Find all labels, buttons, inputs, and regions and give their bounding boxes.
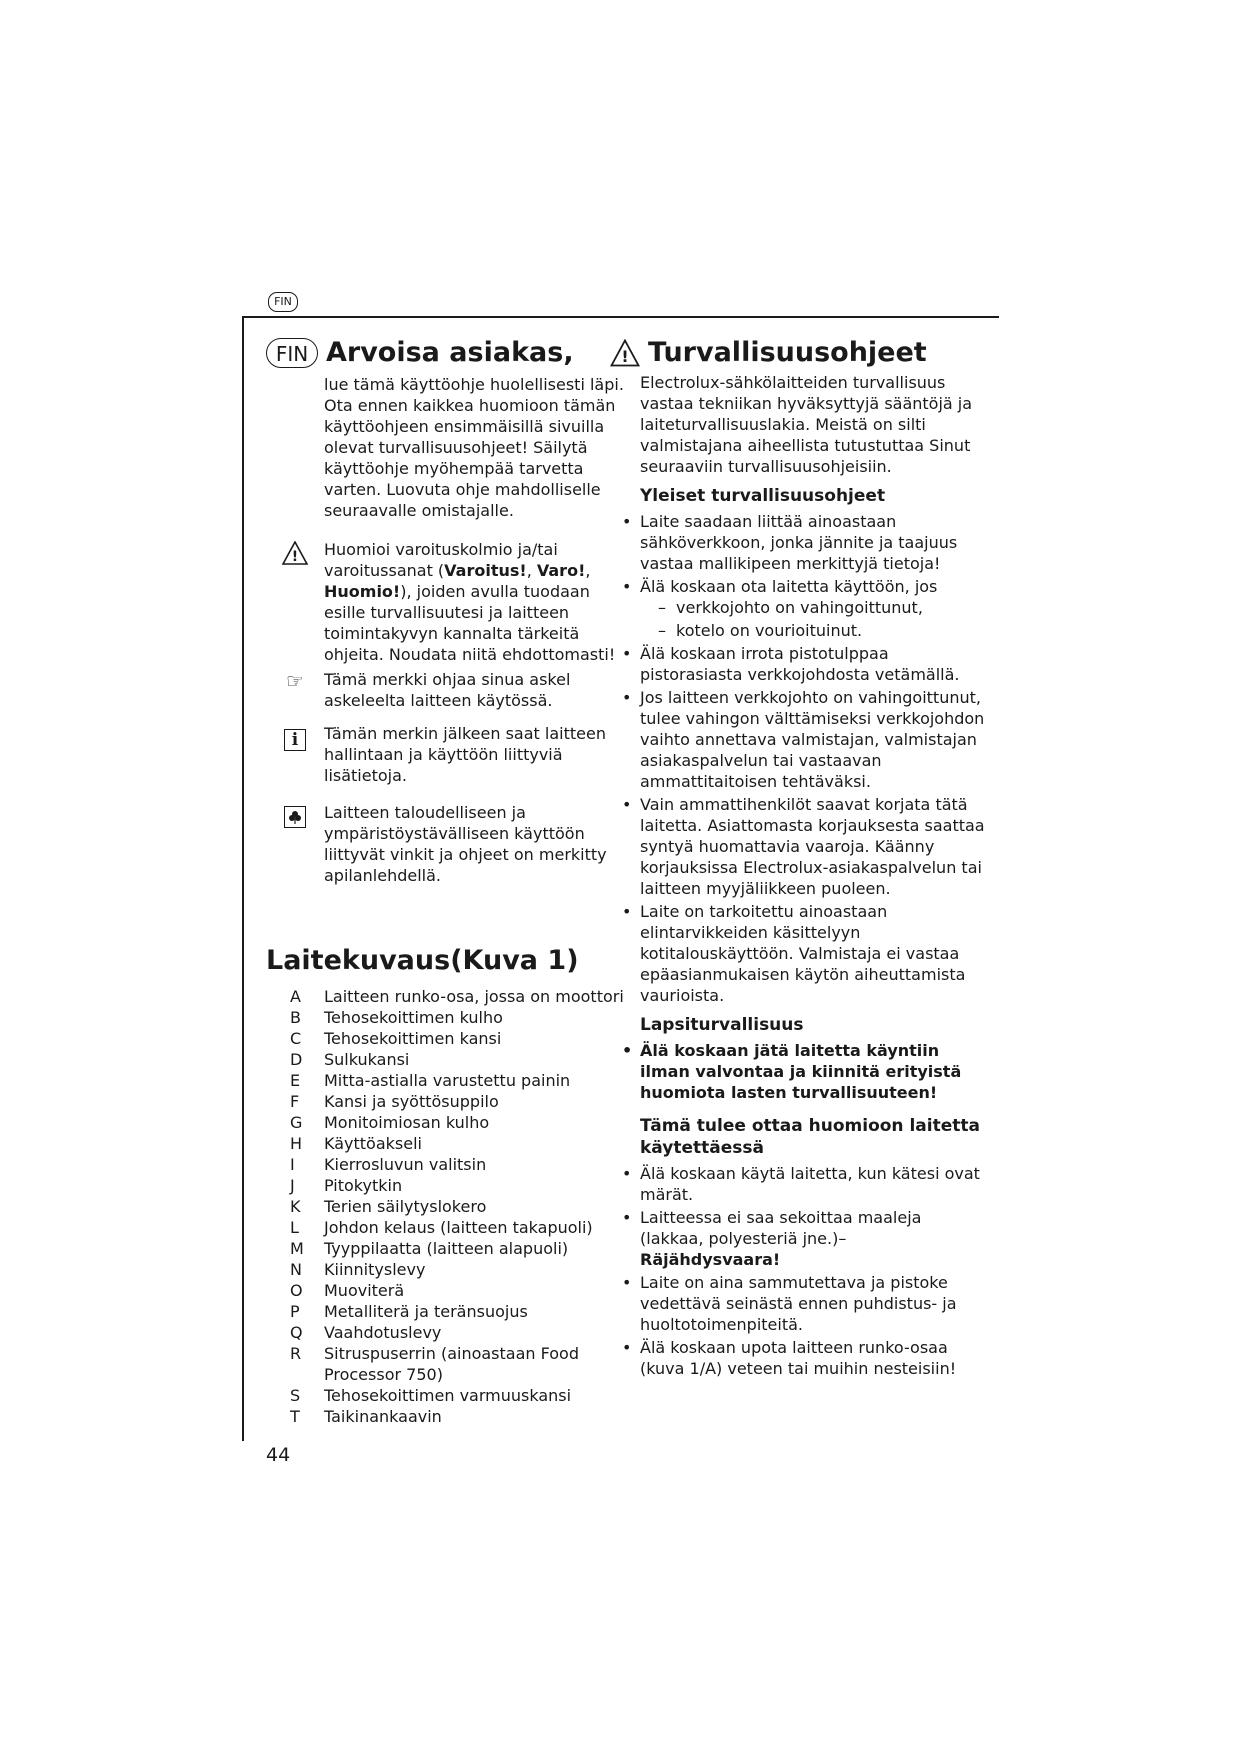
part-text: Pitokytkin xyxy=(324,1176,403,1195)
explosion-warning: Räjähdysvaara! xyxy=(640,1250,781,1269)
pointing-hand-icon: ☞ xyxy=(286,669,304,693)
warning-text-post: ), joiden avulla tuodaan esille turvallisuutesi ja laitteen toimintakyvyn kannalta tärkeitä ohjeita. Noudata niitä ehdottomasti! xyxy=(324,582,616,664)
part-row xyxy=(266,986,636,1007)
part-row xyxy=(266,1385,636,1406)
part-letter: F xyxy=(290,1092,300,1111)
part-row xyxy=(266,1322,636,1343)
part-row xyxy=(266,1238,636,1259)
part-text: Tehosekoittimen kansi xyxy=(324,1029,502,1048)
part-text: Vaahdotuslevy xyxy=(324,1323,442,1342)
part-letter: J xyxy=(290,1176,295,1195)
clover-leaf-icon xyxy=(284,806,306,828)
list-item: • Älä koskaan irrota pistotulppaa pistorasiasta verkkojohdosta vetämällä. xyxy=(622,643,985,685)
list-item: • Älä koskaan ota laitetta käyttöön, jos xyxy=(622,576,985,597)
part-letter: E xyxy=(290,1071,301,1090)
warning-word-huomio: Huomio! xyxy=(324,582,401,601)
part-text: Monitoimiosan kulho xyxy=(324,1113,490,1132)
child-safety-title: Lapsiturvallisuus xyxy=(640,1015,804,1035)
dash-item: – kotelo on vourioituinut. xyxy=(658,621,863,640)
fin-badge: FIN xyxy=(266,338,318,368)
general-safety-list-more xyxy=(622,643,985,1006)
list-item: • Älä koskaan jätä laitetta käyntiin ilman valvontaa ja kiinnitä erityistä huomiota lasten turvallisuuteen! xyxy=(622,1040,985,1103)
list-item: • Laite saadaan liittää ainoastaan sähköverkkoon, jonka jännite ja taajuus vastaa mallikipeen merkittyjä tietoja! xyxy=(622,511,985,574)
part-letter: R xyxy=(290,1344,302,1363)
part-row xyxy=(266,1007,636,1028)
general-safety-list xyxy=(622,511,985,597)
intro-text: lue tämä käyttöohje huolellisesti läpi. Ota ennen kaikkea huomioon tämän käyttöohjeen ensimmäisillä sivuilla olevat turvallisuusohjeet! Säilytä käyttöohje myöhempää tarvetta varten. Luovuta ohje mahdolliselle seuraavalle omistajalle. xyxy=(324,375,624,520)
warning-sep: , xyxy=(585,561,591,580)
part-row xyxy=(266,1091,636,1112)
part-row xyxy=(266,1049,636,1070)
warning-word-varo: Varo! xyxy=(536,561,586,580)
dash-item: – verkkojohto on vahingoittunut, xyxy=(658,598,923,617)
part-text: Kierrosluvun valitsin xyxy=(324,1155,487,1174)
svg-text:!: ! xyxy=(621,347,629,366)
part-row xyxy=(266,1280,636,1301)
list-item: • Laite on aina sammutettava ja pistoke vedettävä seinästä ennen puhdistus- ja huoltotoimenpiteitä. xyxy=(622,1272,985,1335)
use-safety-title: Tämä tulee ottaa huomioon laitetta käytettäessä xyxy=(640,1116,980,1158)
part-text: Johdon kelaus (laitteen takapuoli) xyxy=(324,1218,593,1237)
warning-note xyxy=(266,539,636,665)
part-row xyxy=(266,1175,636,1196)
safety-warning-icon xyxy=(610,339,640,367)
hand-note xyxy=(266,669,636,711)
page-number: 44 xyxy=(266,1444,291,1466)
svg-text:!: ! xyxy=(291,549,299,565)
part-row xyxy=(266,1217,636,1238)
part-text: Tyyppilaatta (laitteen alapuoli) xyxy=(324,1239,569,1258)
info-note-text: Tämän merkin jälkeen saat laitteen hallintaan ja käyttöön liittyviä lisätietoja. xyxy=(324,724,606,785)
intro-title: Arvoisa asiakas, xyxy=(326,337,574,368)
language-badge: FIN xyxy=(268,292,298,312)
part-letter: C xyxy=(290,1029,302,1048)
part-row xyxy=(266,1406,636,1427)
info-icon: i xyxy=(284,729,306,751)
part-letter: N xyxy=(290,1260,302,1279)
eco-note-text: Laitteen taloudelliseen ja ympäristöystävälliseen käyttöön liittyvät vinkit ja ohjeet on merkitty apilanlehdellä. xyxy=(324,803,607,885)
use-safety-list xyxy=(622,1163,985,1379)
info-note xyxy=(266,723,636,786)
part-row xyxy=(266,1133,636,1154)
part-row xyxy=(266,1112,636,1133)
part-row xyxy=(266,1196,636,1217)
part-letter: Q xyxy=(290,1323,303,1342)
general-safety-title: Yleiset turvallisuusohjeet xyxy=(640,486,886,506)
warning-word-varoitus: Varoitus! xyxy=(444,561,527,580)
part-text: Metalliterä ja teränsuojus xyxy=(324,1302,528,1321)
parts-list xyxy=(266,986,636,1427)
part-text: Tehosekoittimen kulho xyxy=(324,1008,503,1027)
part-text: Terien säilytyslokero xyxy=(324,1197,487,1216)
right-column xyxy=(621,336,985,1379)
part-row xyxy=(266,1154,636,1175)
part-letter: M xyxy=(290,1239,304,1258)
part-row xyxy=(266,1028,636,1049)
dash-item-text: kotelo on vourioituinut. xyxy=(676,621,863,640)
part-letter: T xyxy=(290,1407,300,1426)
part-row xyxy=(266,1070,636,1091)
part-text: Kansi ja syöttösuppilo xyxy=(324,1092,499,1111)
safety-intro: Electrolux-sähkölaitteiden turvallisuus vastaa tekniikan hyväksyttyjä sääntöjä ja laiteturvallisuuslakia. Meistä on silti valmistajana aiheellista tutustuttaa Sinut seuraaviin turvallisuusohjeisiin. xyxy=(640,373,973,476)
list-item: • Älä koskaan upota laitteen runko-osaa (kuva 1/A) veteen tai muihin nesteisiin! xyxy=(622,1337,985,1379)
part-letter: G xyxy=(290,1113,303,1132)
warning-sep: , xyxy=(526,561,537,580)
part-row xyxy=(266,1301,636,1322)
part-letter: L xyxy=(290,1218,299,1237)
warning-note-text xyxy=(324,539,636,665)
part-letter: A xyxy=(290,987,301,1006)
list-item: • Jos laitteen verkkojohto on vahingoittunut, tulee vahingon välttämiseksi verkkojohdon vaihto annettava valmistajan, valmistajan asiakaspalvelun tai vastaavan ammattitaitoisen tehtäväksi. xyxy=(622,687,985,792)
part-text: Mitta-astialla varustettu painin xyxy=(324,1071,571,1090)
list-item: • Älä koskaan käytä laitetta, kun kätesi ovat märät. xyxy=(622,1163,985,1205)
list-item: • Laite on tarkoitettu ainoastaan elintarvikkeiden käsittelyyn kotitalouskäyttöön. Valmistaja ei vastaa epäasianmukaisen käytön aiheuttamista vaurioista. xyxy=(622,901,985,1006)
part-text: Sulkukansi xyxy=(324,1050,410,1069)
safety-title: Turvallisuusohjeet xyxy=(648,337,927,368)
hand-note-text: Tämä merkki ohjaa sinua askel askeleelta laitteen käytössä. xyxy=(324,670,571,710)
part-text: Laitteen runko-osa, jossa on moottori xyxy=(324,987,624,1006)
warning-triangle-icon xyxy=(266,539,324,665)
parts-title: Laitekuvaus(Kuva 1) xyxy=(266,945,579,976)
warning-text-pre: Huomioi varoituskolmio ja/tai varoitussanat ( xyxy=(324,540,558,580)
top-rule xyxy=(242,316,999,318)
list-item xyxy=(622,1207,985,1270)
child-safety-list xyxy=(622,1040,985,1103)
part-text: Muoviterä xyxy=(324,1281,405,1300)
part-text: Käyttöakseli xyxy=(324,1134,422,1153)
eco-note xyxy=(266,802,636,886)
part-letter: H xyxy=(290,1134,303,1153)
list-item-text: Laitteessa ei saa sekoittaa maaleja (lakkaa, polyesteriä jne.)– xyxy=(640,1208,922,1248)
part-letter: O xyxy=(290,1281,303,1300)
part-letter: P xyxy=(290,1302,300,1321)
intro-heading xyxy=(266,336,636,370)
part-letter: K xyxy=(290,1197,301,1216)
list-item: • Vain ammattihenkilöt saavat korjata tätä laitetta. Asiattomasta korjauksesta saattaa syntyä huomattavia vaaroja. Käänny korjauksissa Electrolux-asiakaspalvelun tai laitteen myyjäliikkeen puoleen. xyxy=(622,794,985,899)
part-text: Sitruspuserrin (ainoastaan Food Processor 750) xyxy=(324,1344,579,1384)
part-text: Tehosekoittimen varmuuskansi xyxy=(324,1386,572,1405)
dash-item-text: verkkojohto on vahingoittunut, xyxy=(676,598,923,617)
part-row xyxy=(266,1259,636,1280)
part-letter: I xyxy=(290,1155,295,1174)
part-letter: D xyxy=(290,1050,303,1069)
part-text: Kiinnityslevy xyxy=(324,1260,426,1279)
part-letter: S xyxy=(290,1386,301,1405)
left-rule xyxy=(242,316,244,1441)
part-letter: B xyxy=(290,1008,301,1027)
part-row xyxy=(266,1343,636,1385)
part-text: Taikinankaavin xyxy=(324,1407,442,1426)
safety-heading xyxy=(610,336,985,370)
left-column xyxy=(266,336,636,1427)
